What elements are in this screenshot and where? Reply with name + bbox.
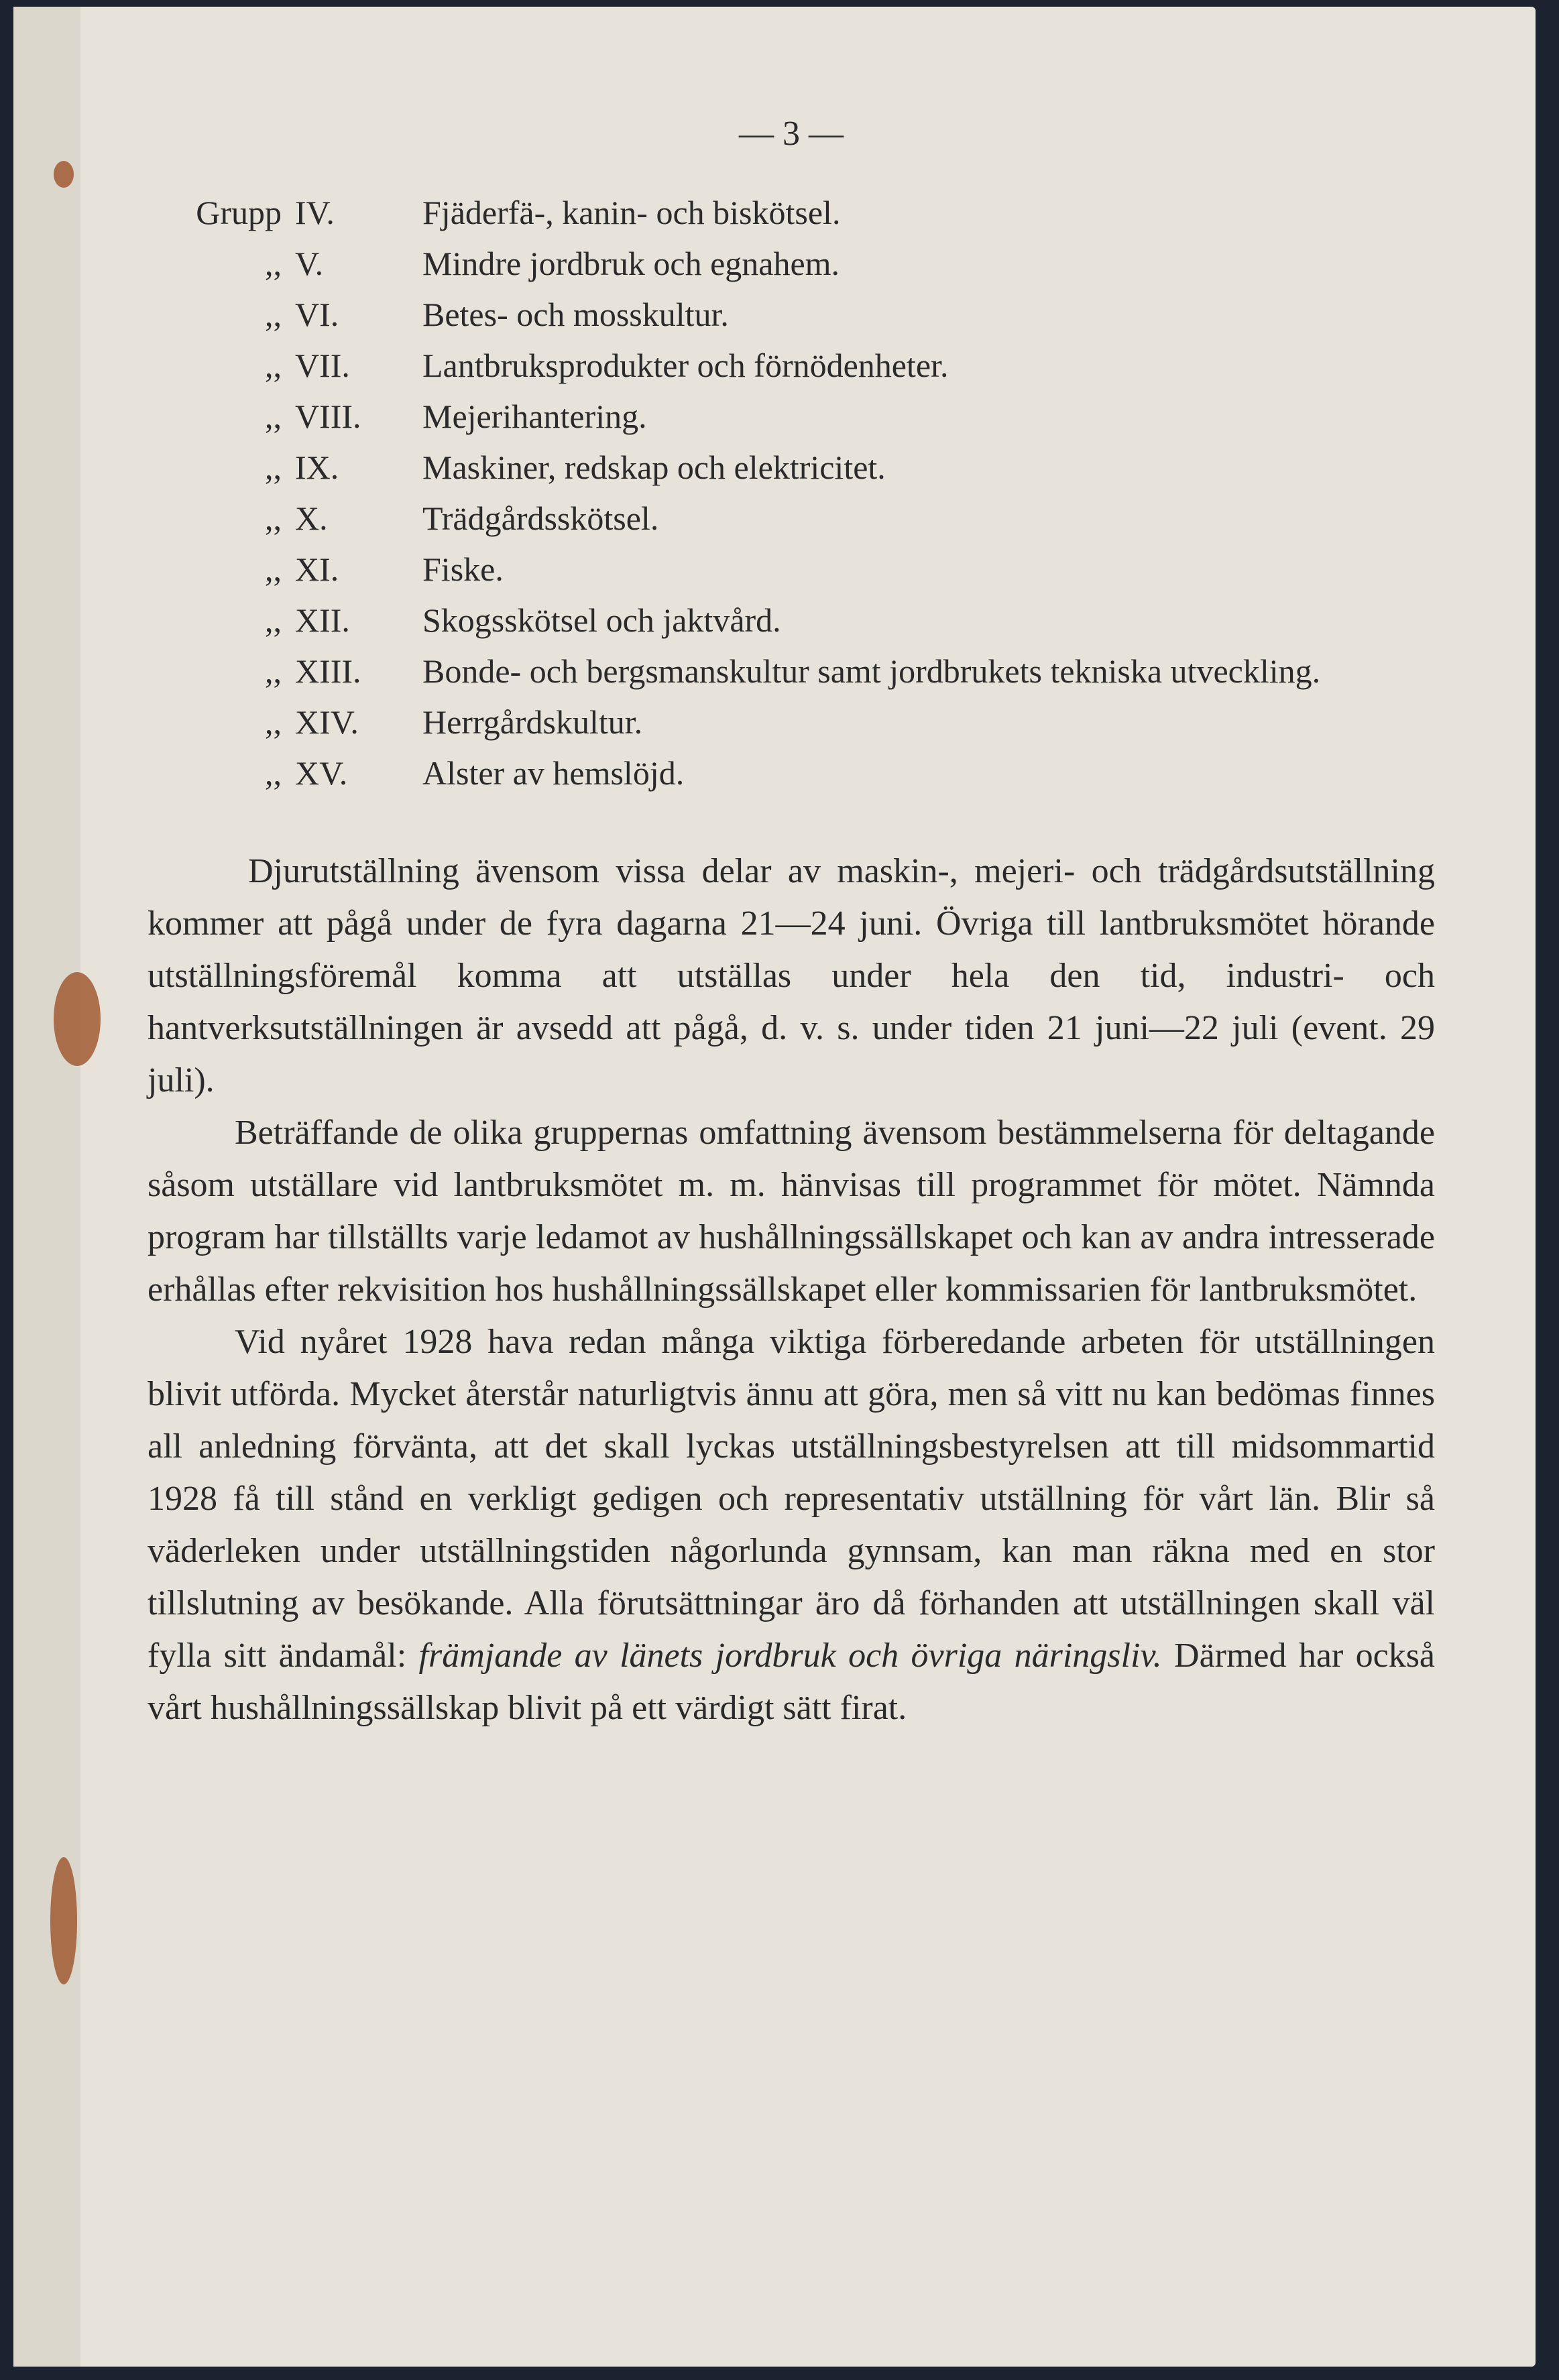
paragraph-exhibition-dates: Djurutställning ävensom vissa delar av maskin-, mejeri- och trädgårdsutställning kommer att pågå under de fyra dagarna 21—24 juni. Övriga till lantbruksmötet hörande utställningsföremål komma att utställas under hela den tid, industri- och hantverksutställningen är avsedd att pågå, d. v. s. under tiden 21 juni—22 juli (event. 29 juli). [148, 852, 1435, 1099]
group-row: Grupp IV. Fjäderfä-, kanin- och biskötsel. [196, 194, 841, 231]
emphasis-text: främjande av länets jordbruk och övriga näringsliv. [418, 1637, 1162, 1675]
group-row: ,, XIII. Bonde- och bergsmanskultur samt jordbrukets tekniska utveckling. [265, 652, 1321, 690]
page-number: — 3 — [739, 115, 844, 153]
group-row: ,, X. Trädgårdsskötsel. [265, 499, 659, 537]
paragraph-program: Beträffande de olika gruppernas omfattning ävensom bestämmelserna för deltagande såsom utställare vid lantbruksmötet m. m. hänvisas till programmet för mötet. Nämnda program har tillställts varje ledamot av hushållningssällskapet och kan av andra intresserade erhållas efter rekvisition hos hushållningssällskapet eller kommissarien för lantbruksmötet. [148, 1114, 1435, 1309]
group-row: ,, IX. Maskiner, redskap och elektricitet. [265, 449, 886, 486]
group-row: ,, VII. Lantbruksprodukter och förnödenheter. [265, 347, 949, 384]
page-gutter [13, 7, 80, 2367]
group-row: ,, XV. Alster av hemslöjd. [265, 754, 685, 792]
rust-stain [50, 1857, 77, 1984]
group-row: ,, XI. Fiske. [265, 550, 504, 588]
group-row: ,, V. Mindre jordbruk och egnahem. [265, 245, 840, 282]
group-row: ,, XIV. Herrgårdskultur. [265, 703, 643, 741]
rust-stain [54, 972, 101, 1066]
rust-stain [54, 161, 74, 188]
group-row: ,, XII. Skogsskötsel och jaktvård. [265, 601, 781, 639]
group-row: ,, VI. Betes- och mosskultur. [265, 296, 729, 333]
group-list [148, 187, 1435, 798]
group-row: ,, VIII. Mejerihantering. [265, 398, 647, 435]
paragraph-preparations: Vid nyåret 1928 hava redan många viktiga förberedande arbeten för utställningen blivit utförda. Mycket återstår naturligtvis ännu att göra, men så vitt nu kan bedömas finnes all anledning förvänta, att det skall lyckas utställningsbestyrelsen att till midsommartid 1928 få till stånd en verkligt gedigen och representativ utställning för vårt län. Blir så väderleken under utställningstiden någorlunda gynnsam, kan man räkna med en stor tillslutning av besökande. Alla förutsättningar äro då förhanden att utställningen skall väl fylla sitt ändamål: främjande av länets jordbruk och övriga näringsliv. Därmed har också vårt hushållningssällskap blivit på ett värdigt sätt firat. [148, 1323, 1436, 1727]
page-text [148, 114, 1435, 1734]
book-page [13, 7, 1536, 2367]
